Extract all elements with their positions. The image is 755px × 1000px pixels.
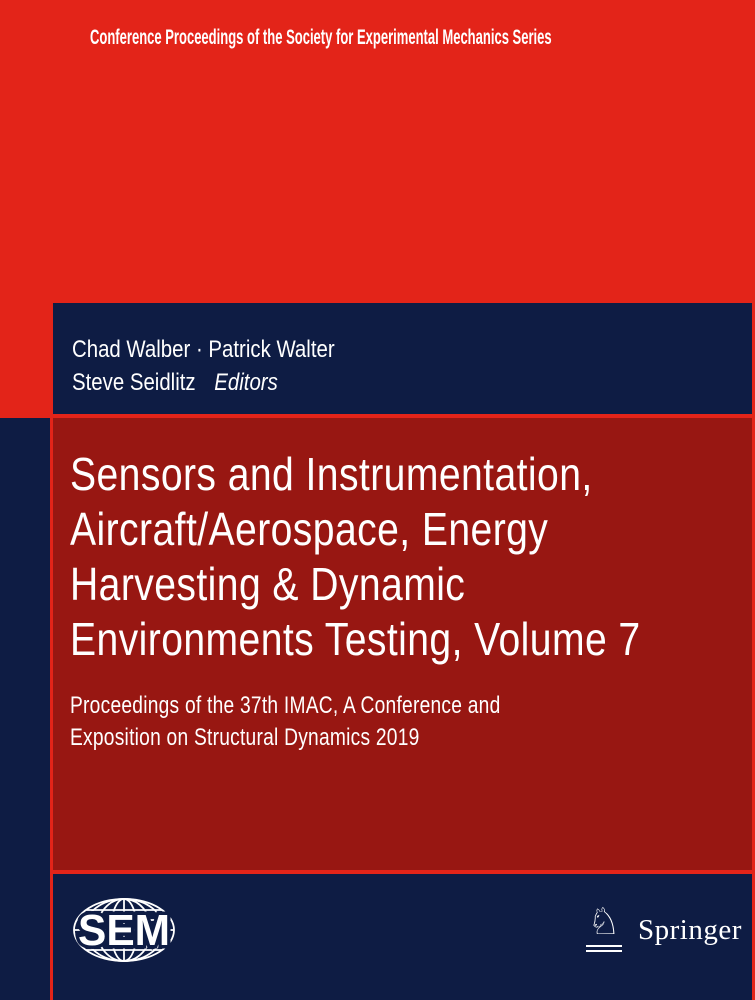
editor-names-line-1: Chad Walber · Patrick Walter bbox=[72, 336, 335, 363]
book-subtitle bbox=[70, 690, 752, 754]
springer-logo bbox=[583, 900, 742, 952]
editor-name: Steve Seidlitz bbox=[72, 369, 196, 396]
book-title-line-3: Harvesting & Dynamic bbox=[70, 558, 466, 610]
sem-logo-text: SEM bbox=[78, 906, 170, 955]
editors-panel bbox=[53, 303, 752, 414]
springer-knight-underline-2 bbox=[586, 950, 622, 952]
book-title-line-2: Aircraft/Aerospace, Energy bbox=[70, 503, 549, 555]
springer-logo-text: Springer bbox=[638, 914, 742, 947]
book-title-line-1: Sensors and Instrumentation, bbox=[70, 448, 593, 500]
footer-panel bbox=[53, 874, 752, 1000]
editors-role-label: Editors bbox=[214, 369, 278, 396]
book-subtitle-line-1: Proceedings of the 37th IMAC, A Conference and bbox=[70, 692, 501, 719]
sem-logo bbox=[72, 897, 176, 963]
springer-knight-glyph: ♘ bbox=[587, 900, 621, 943]
series-banner-text: Conference Proceedings of the Society for Experimental Mechanics Series bbox=[90, 26, 552, 49]
book-title bbox=[70, 447, 752, 667]
springer-knight-icon bbox=[583, 900, 625, 952]
title-panel bbox=[53, 418, 752, 870]
springer-knight-underline-1 bbox=[586, 945, 622, 947]
editor-names-line-2 bbox=[72, 366, 650, 399]
book-title-line-4: Environments Testing, Volume 7 bbox=[70, 613, 641, 665]
left-accent-strip bbox=[0, 418, 50, 1000]
book-subtitle-line-2: Exposition on Structural Dynamics 2019 bbox=[70, 724, 420, 751]
